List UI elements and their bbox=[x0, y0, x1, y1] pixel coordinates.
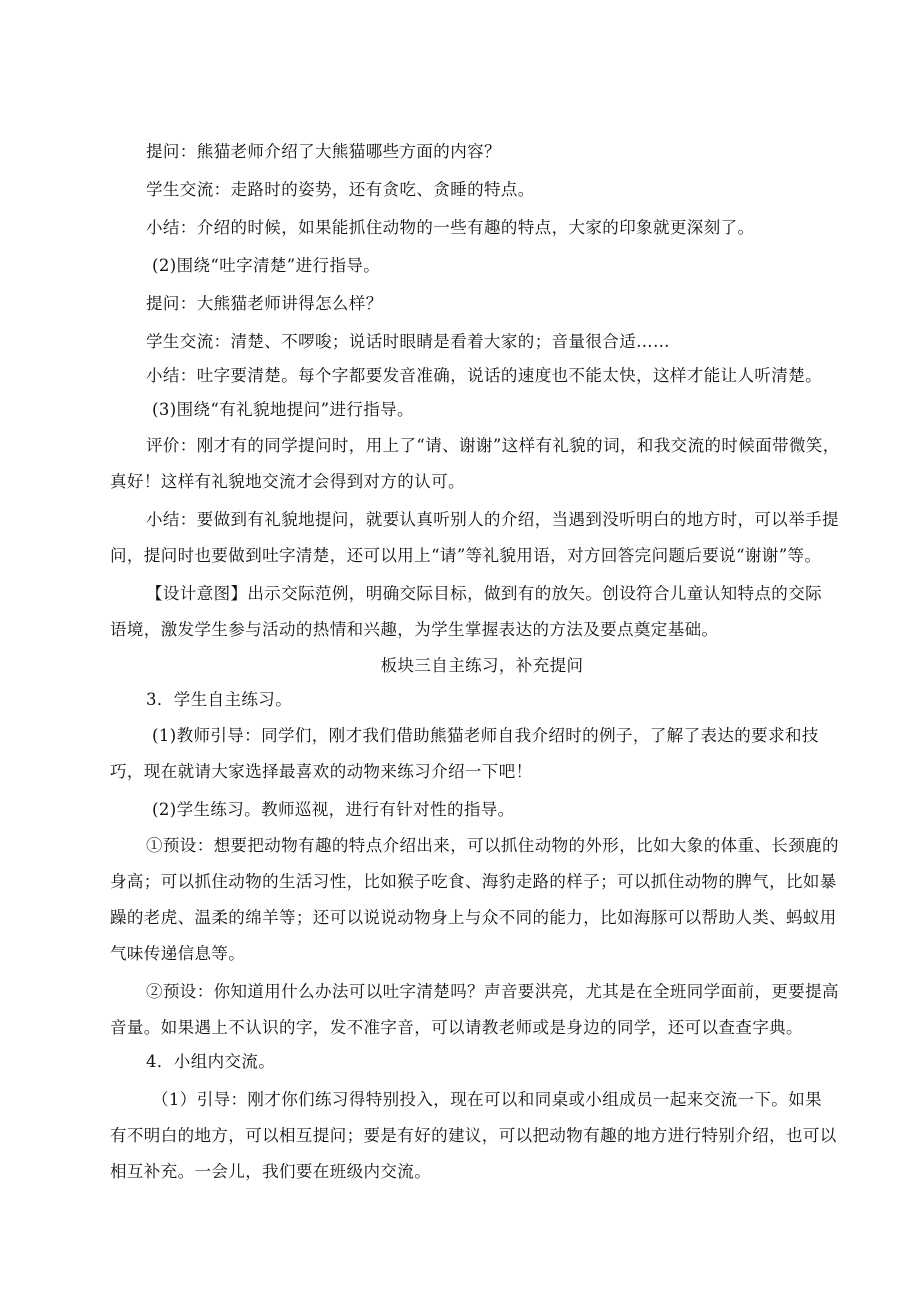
paragraph-guide-line-3: 相互补充。一会儿，我们要在班级内交流。 bbox=[110, 1162, 432, 1181]
section-heading-text: 板块三自主练习，补充提问 bbox=[380, 656, 584, 675]
paragraph-question-1: 提问：熊猫老师介绍了大熊猫哪些方面的内容？ bbox=[146, 142, 501, 161]
paragraph-preset-1-line-4: 气味传递信息等。 bbox=[110, 944, 246, 963]
section-heading bbox=[0, 656, 920, 676]
paragraph-summary-3-line-1: 小结：要做到有礼貌地提问，就要认真听别人的介绍，当遇到没听明白的地方时，可以举手提 bbox=[146, 510, 839, 529]
paragraph-student-practice: (2)学生练习。教师巡视，进行有针对性的指导。 bbox=[152, 800, 515, 819]
paragraph-summary-1: 小结：介绍的时候，如果能抓住动物的一些有趣的特点，大家的印象就更深刻了。 bbox=[146, 218, 755, 237]
paragraph-summary-2: 小结：吐字要清楚。每个字都要发音准确，说话的速度也不能太快，这样才能让人听清楚。 bbox=[146, 366, 822, 385]
paragraph-student-answer-2: 学生交流：清楚、不啰唆；说话时眼睛是看着大家的；音量很合适…… bbox=[146, 332, 670, 351]
paragraph-student-answer-1: 学生交流：走路时的姿势，还有贪吃、贪睡的特点。 bbox=[146, 180, 535, 199]
paragraph-evaluation-line-1: 评价：刚才有的同学提问时，用上了“请、谢谢”这样有礼貌的词，和我交流的时候面带微笑， bbox=[146, 436, 840, 455]
paragraph-guide-line-1: （1）引导：刚才你们练习得特别投入，现在可以和同桌或小组成员一起来交流一下。如果 bbox=[152, 1090, 822, 1109]
paragraph-question-2: 提问：大熊猫老师讲得怎么样？ bbox=[146, 294, 383, 313]
paragraph-item-4: 4．小组内交流。 bbox=[146, 1052, 276, 1071]
paragraph-preset-1-line-3: 躁的老虎、温柔的绵羊等；还可以说说动物身上与众不同的能力，比如海豚可以帮助人类、蚂蚁用 bbox=[110, 908, 837, 927]
paragraph-item-3: 3．学生自主练习。 bbox=[146, 690, 293, 709]
paragraph-step-3: (3)围绕“有礼貌地提问”进行指导。 bbox=[152, 400, 414, 419]
paragraph-preset-2-line-2: 音量。如果遇上不认识的字，发不准字音，可以请教老师或是身边的同学，还可以查查字典。 bbox=[110, 1018, 803, 1037]
paragraph-teacher-guide-line-2: 巧，现在就请大家选择最喜欢的动物来练习介绍一下吧！ bbox=[110, 762, 533, 781]
paragraph-preset-2-line-1: ②预设：你知道用什么办法可以吐字清楚吗？声音要洪亮，尤其是在全班同学面前，更要提高 bbox=[146, 982, 839, 1001]
paragraph-summary-3-line-2: 问，提问时也要做到吐字清楚，还可以用上“请”等礼貌用语，对方回答完问题后要说“谢谢”等。 bbox=[110, 546, 822, 565]
paragraph-design-intent-line-1: 【设计意图】出示交际范例，明确交际目标，做到有的放矢。创设符合儿童认知特点的交际 bbox=[146, 584, 822, 603]
paragraph-guide-line-2: 有不明白的地方，可以相互提问；要是有好的建议，可以把动物有趣的地方进行特别介绍，也可以 bbox=[110, 1126, 837, 1145]
paragraph-step-2: (2)围绕“吐字清楚”进行指导。 bbox=[152, 256, 381, 275]
paragraph-preset-1-line-2: 身高；可以抓住动物的生活习性，比如猴子吃食、海豹走路的样子；可以抓住动物的脾气，比如暴 bbox=[110, 872, 837, 891]
paragraph-evaluation-line-2: 真好！这样有礼貌地交流才会得到对方的认可。 bbox=[110, 472, 465, 491]
paragraph-teacher-guide-line-1: (1)教师引导：同学们，刚才我们借助熊猫老师自我介绍时的例子，了解了表达的要求和技 bbox=[152, 726, 819, 745]
paragraph-design-intent-line-2: 语境，激发学生参与活动的热情和兴趣，为学生掌握表达的方法及要点奠定基础。 bbox=[110, 620, 719, 639]
paragraph-preset-1-line-1: ①预设：想要把动物有趣的特点介绍出来，可以抓住动物的外形，比如大象的体重、长颈鹿的 bbox=[146, 836, 839, 855]
